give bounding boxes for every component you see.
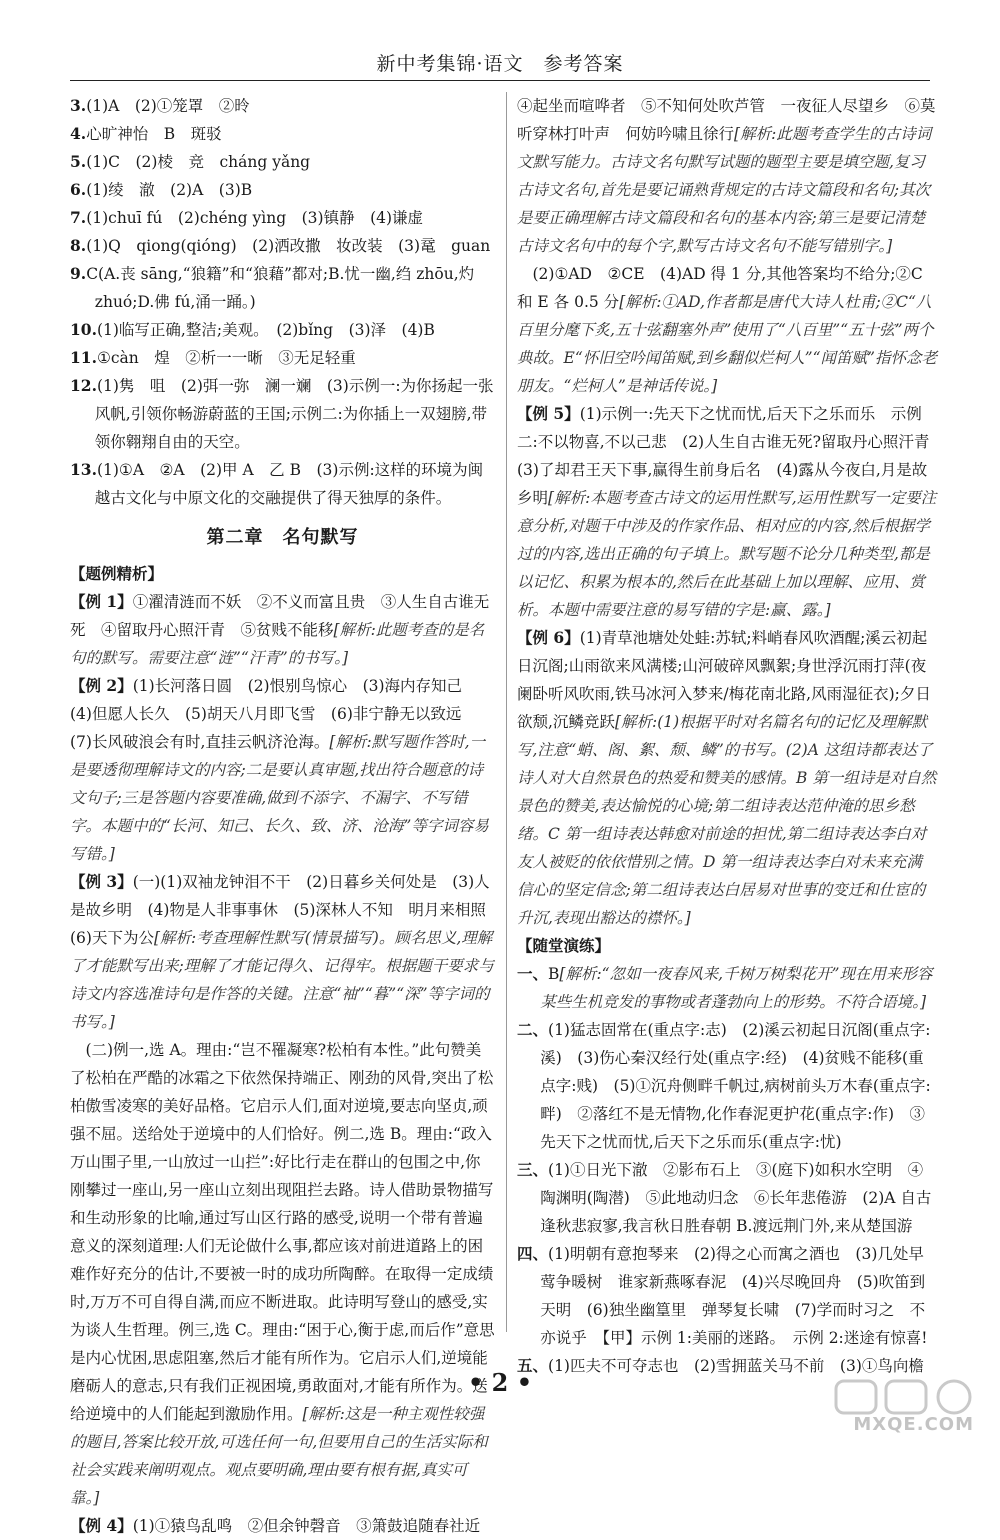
- drill-item: 二、(1)猛志固常在(重点字:志) (2)溪云初起日沉阁(重点字:溪) (3)伤心秦汉经行处(重点字:经) (4)贫贱不能移(重点字:贱) (5)①沉舟侧畔千帆过,病树前头万木春(重点字:畔) ②落红不是无情物,化作春泥更护花(重点字:作) ③先天下之忧而忧,后天下之乐而乐(重点字:忧): [517, 1020, 931, 1151]
- answer-item: 9.C(A.丧 sāng,“狼籍”和“狼藉”都对;B.忧一幽,绉 zhōu,灼 zhuó;D.佛 fú,涌一踊。): [70, 264, 475, 311]
- continued-text: ④起坐而喧哗者 ⑤不知何处吹芦管 一夜征人尽望乡 ⑥莫听穿林打叶声 何妨吟啸且徐行[解析:此题考查学生的古诗词文默写能力。古诗文名句默写试题的题型主要是填空题,复习古诗文名句,首先是要记诵熟背规定的古诗文篇段和名句;其次是要正确理解古诗文篇段和名句的基本内容;第三是要记清楚古诗文名句中的每个字,默写古诗文名句不能写错别字。]: [517, 97, 936, 255]
- example-2: 【例 2】(1)长河落日圆 (2)恨别鸟惊心 (3)海内存知己 (4)但愿人长久 (5)胡天八月即飞雪 (6)非宁静无以致远 (7)长风破浪会有时,直挂云帆济沧海。[解析:默写题作答时,一是要透彻理解诗文的内容;二是要认真审题,找出符合题意的诗文句子;三是答题内容要准确,做到不添字、不漏字、不写错字。本题中的“长河、知己、长久、致、济、沧海”等字词容易写错。]: [70, 676, 489, 863]
- answer-item: 4.心旷神怡 B 斑驳: [70, 124, 222, 143]
- header-title: 新中考集锦·语文 参考答案: [376, 53, 624, 75]
- column-divider: [506, 92, 507, 1332]
- drill-item: 一、B[解析:“忽如一夜春风来,千树万树梨花开”现在用来形容某些生机竞发的事物或者蓬勃向上的形势。不符合语境。]: [517, 964, 933, 1011]
- example-1: 【例 1】①濯清涟而不妖 ②不义而富且贵 ③人生自古谁无死 ④留取丹心照汗青 ⑤贫贱不能移[解析:此题考查的是名句的默写。需要注意“涟”“汗青”的书写。]: [70, 592, 490, 667]
- continued-text-2: (2)①AD ②CE (4)AD 得 1 分,其他答案均不给分;②C 和 E 各 0.5 分[解析:①AD,作者都是唐代大诗人杜甫;②C“八百里分麾下炙,五十弦翻塞外声”使用了“八百里”“五十弦”两个典故。E“怀旧空吟闻笛赋,到乡翻似烂柯人”“闻笛赋”指怀念老朋友。“烂柯人”是神话传说。]: [517, 265, 937, 395]
- example-6: 【例 6】(1)青草池塘处处蛙:苏轼;料峭春风吹酒醒;溪云初起日沉阁;山雨欲来风满楼;山河破碎风飘絮;身世浮沉雨打萍(夜阑卧听风吹雨,铁马冰河入梦来/梅花南北路,风雨湿征衣);夕日欲颓,沉鳞竞跃[解析:(1)根据平时对名篇名句的记忆及理解默写,注意“蛸、阁、絮、颓、鳞”的书写。(2)A 这组诗都表达了诗人对大自然景色的热爱和赞美的感情。B 第一组诗是对自然景色的赞美,表达愉悦的心境;第二组诗表达范仲淹的思乡愁绪。C 第一组诗表达韩愈对前途的担忧,第二组诗表达李白对友人被贬的依依惜别之情。D 第一组诗表达李白对未来充满信心的坚定信念;第二组诗表达白居易对世事的变迁和仕宦的升沉,表现出豁达的襟怀。]: [517, 628, 937, 927]
- answer-item: 6.(1)绫 澈 (2)A (3)B: [70, 180, 253, 199]
- answer-item: 3.(1)A (2)①笼罩 ②昤: [70, 96, 250, 115]
- right-column: [517, 92, 945, 1375]
- example-3-part2: (二)例一,选 A。理由:“岂不罹凝寒?松柏有本性。”此句赞美了松柏在严酷的冰霜之下依然保持端正、刚劲的风骨,突出了松柏傲雪凌寒的美好品格。它启示人们,面对逆境,要志向坚贞,顽强不屈。送给处于逆境中的人们恰好。例二,选 B。理由:“政入万山围子里,一山放过一山拦”:好比行走在群山的包围之中,你刚攀过一座山,另一座山立刻出现阻拦去路。诗人借助景物描写和生动形象的比喻,通过写山区行路的感受,说明一个带有普遍意义的深刻道理:人们无论做什么事,都应该对前进道路上的困难作好充分的估计,不要被一时的成功所陶醉。在取得一定成绩时,万万不可自得自满,而应不断进取。此诗明写登山的感受,实为谈人生哲理。例三,选 C。理由:“困于心,衡于虑,而后作”意思是内心忧困,思虑阻塞,然后才能有所作为。它启示人们,逆境能磨砺人的意志,只有我们正视困境,勇敢面对,才能有所作为。送给逆境中的人们能起到激励作用。[解析:这是一种主观性较强的题目,答案比较开放,可选任何一句,但要用自己的生活实际和社会实践来阐明观点。观点要明确,理由要有根有据,真实可靠。]: [70, 1041, 495, 1507]
- answer-item: 7.(1)chuī fú (2)chéng yìng (3)镇静 (4)谦虚: [70, 208, 424, 227]
- answer-item: 13.(1)①A ②A (2)甲 A 乙 B (3)示例:这样的环境为闽越古文化与中原文化的交融提供了得天独厚的条件。: [70, 460, 484, 507]
- page-number: • 2 •: [467, 1368, 533, 1397]
- watermark-logo-icon: [832, 1377, 982, 1417]
- drill-section-heading: 【随堂演练】: [517, 936, 611, 955]
- example-4: 【例 4】(1)①猿鸟乱鸣 ②但余钟磬音 ③箫鼓追随春社近: [70, 1516, 481, 1535]
- watermark: [832, 1377, 982, 1435]
- answer-item: 11.①càn 煌 ②析一一晰 ③无足轻重: [70, 348, 356, 367]
- drill-item: 三、(1)①日光下澈 ②影布石上 ③(庭下)如积水空明 ④陶渊明(陶潜) ⑤此地动归念 ⑥长年悲倦游 (2)A 自古逢秋悲寂寥,我言秋日胜春朝 B.渡远荆门外,来从楚国游: [517, 1160, 932, 1235]
- answer-item: 12.(1)隽 咀 (2)弭一弥 澜一斓 (3)示例一:为你扬起一张风帆,引领你畅游蔚蓝的王国;示例二:为你插上一双翅膀,带领你翱翔自由的天空。: [70, 376, 494, 451]
- example-5: 【例 5】(1)示例一:先天下之忧而忧,后天下之乐而乐 示例二:不以物喜,不以己悲 (2)人生自古谁无死?留取丹心照汗青 (3)了却君王天下事,赢得生前身后名 (4)露从今夜白,月是故乡明[解析:本题考查古诗文的运用性默写,运用性默写一定要注意分析,对题干中涉及的作家作品、相对应的内容,然后根据学过的内容,选出正确的句子填上。默写题不论分几种类型,都是以记忆、积累为根本的,然后在此基础上加以理解、应用、赏析。本题中需要注意的易写错的字是:赢、露。]: [517, 404, 945, 619]
- left-column: [70, 92, 502, 1535]
- chapter-title: 第二章 名句默写: [206, 527, 359, 548]
- section-heading: 【题例精析】: [70, 564, 164, 583]
- drill-item: 五、(1)匹夫不可夺志也 (2)雪拥蓝关马不前 (3)①鸟向檐: [517, 1356, 924, 1375]
- items-block-a: [70, 92, 495, 512]
- answer-item: 8.(1)Q qiong(qióng) (2)洒改撒 妆改装 (3)鼋 guan: [70, 236, 491, 255]
- page-header: [70, 48, 930, 81]
- answer-item: 10.(1)临写正确,整洁;美观。 (2)bǐng (3)泽 (4)B: [70, 320, 435, 339]
- example-3: 【例 3】(一)(1)双袖龙钟泪不干 (2)日暮乡关何处是 (3)人是故乡明 (4)物是人非事事休 (5)深林人不知 明月来相照 (6)天下为公[解析:考查理解性默写(情景描写)。顾名思义,理解了才能默写出来;理解了才能记得久、记得牢。根据题干要求与诗文内容选准诗句是作答的关键。注意“袖”“暮”“深”等字词的书写。]: [70, 872, 502, 1031]
- answer-item: 5.(1)C (2)棱 竞 cháng yǎng: [70, 152, 311, 171]
- drill-item: 四、(1)明朝有意抱琴来 (2)得之心而寓之酒也 (3)几处早莺争暖树 谁家新燕啄春泥 (4)兴尽晚回舟 (5)吹笛到天明 (6)独坐幽篁里 弹琴复长啸 (7)学而时习之 不亦说乎 【甲】示例 1:美丽的迷路。 示例 2:迷途有惊喜!: [517, 1244, 928, 1347]
- watermark-url: MXQE.COM: [853, 1414, 974, 1435]
